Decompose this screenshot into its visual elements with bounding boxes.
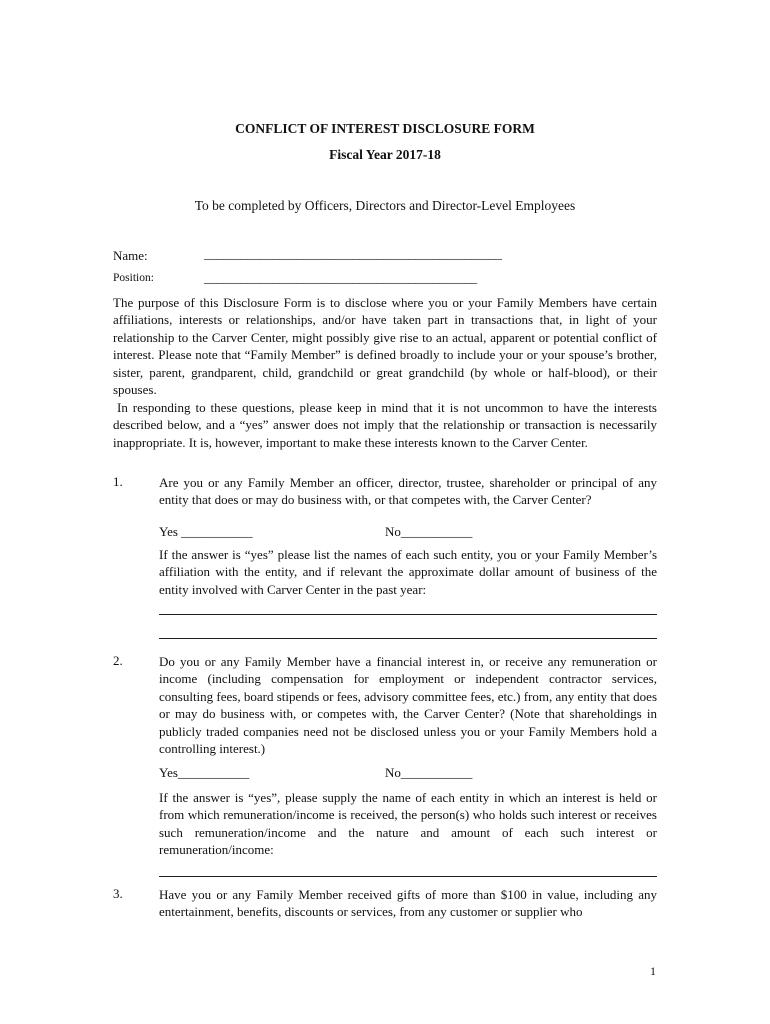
question-1-text: Are you or any Family Member an officer, director, trustee, shareholder or principal of any entity that does or may do business with, or that competes with, the Carver Center? xyxy=(159,475,657,508)
question-3-text: Have you or any Family Member received gifts of more than $100 in value, including any entertainment, benefits, discounts or services, from any customer or supplier who xyxy=(159,887,657,920)
question-1-answer-line-2[interactable] xyxy=(159,638,657,639)
purpose-paragraph: The purpose of this Disclosure Form is to disclose where you or your Family Members have certain affiliations, interests or relationships, and/or have taken part in transactions that, in light of your relationship to the Carver Center, might possibly give rise to an actual, apparent or potential conflict of interest. Please note that “Family Member” is defined broadly to include your or your spouse’s brother, sister, parent, grandparent, child, grandchild or great grandchild (by whole or half-blood), or their spouses. xyxy=(113,295,657,398)
question-2-answer-line[interactable] xyxy=(159,876,657,877)
form-title: CONFLICT OF INTEREST DISCLOSURE FORM xyxy=(235,121,535,136)
question-2-followup: If the answer is “yes”, please supply the name of each entity in which an interest is held or from which remuneration/income is received, the person(s) who holds such interest or receives such remuneration/income and the nature and amount of each such interest or remuneration/income: xyxy=(159,790,657,858)
position-field[interactable]: ____________________________________________ xyxy=(204,270,477,285)
page-number: 1 xyxy=(650,964,656,978)
question-2-text: Do you or any Family Member have a financial interest in, or receive any remuneration or income (including compensation for employment or independent contractor services, consulting fees, board stipends or fees, advisory committee fees, etc.) from, any entity that does or may do business with, or competes with, the Carver Center? (Note that shareholdings in publicly traded companies need not be disclosed unless you or your Family Members hold a controlling interest.) xyxy=(159,654,657,757)
name-label: Name: xyxy=(113,248,148,263)
question-1-no[interactable]: No___________ xyxy=(385,524,473,539)
name-field[interactable]: ________________________________________________ xyxy=(204,246,502,261)
question-3-number: 3. xyxy=(113,886,123,901)
responding-paragraph: In responding to these questions, please keep in mind that it is not uncommon to have the interests described below, and a “yes” answer does not imply that the relationship or transaction is necessarily inappropriate. It is, however, important to make these interests known to the Carver Center. xyxy=(113,400,657,450)
question-2-number: 2. xyxy=(113,653,123,668)
position-label: Position: xyxy=(113,272,154,284)
question-2-yes[interactable]: Yes___________ xyxy=(159,765,250,780)
question-2-no[interactable]: No___________ xyxy=(385,765,473,780)
question-1-yes[interactable]: Yes ___________ xyxy=(159,524,253,539)
question-1-number: 1. xyxy=(113,474,123,489)
fiscal-year: Fiscal Year 2017-18 xyxy=(329,147,441,162)
question-1-answer-line-1[interactable] xyxy=(159,614,657,615)
instruction-line: To be completed by Officers, Directors and Director-Level Employees xyxy=(194,198,576,213)
question-1-followup: If the answer is “yes” please list the names of each such entity, you or your Family Member’s affiliation with the entity, and if relevant the approximate dollar amount of business of the entity involved with Carver Center in the past year: xyxy=(159,547,657,597)
